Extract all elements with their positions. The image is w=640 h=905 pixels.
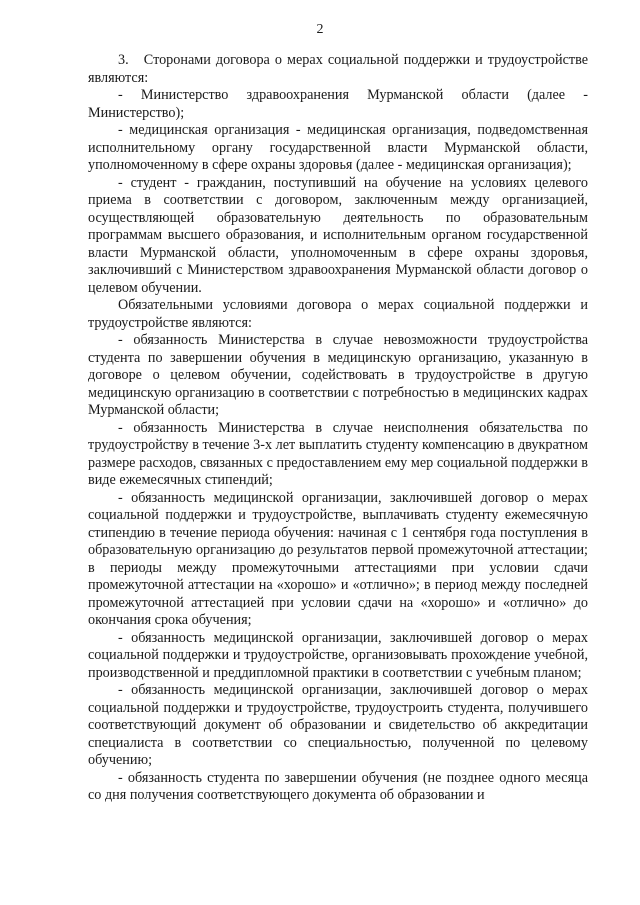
paragraph-parties-intro: 3. Сторонами договора о мерах социальной поддержки и трудоустройстве являются: [88,52,588,86]
page-number: 2 [316,22,324,37]
document-body [88,52,588,805]
paragraph-condition-ministry-compensation: - обязанность Министерства в случае неисполнения обязательства по трудоустройству в течение 3-х лет выплатить студенту компенсацию в двукратном размере расходов, связанных с предоставлением ему мер социальной поддержки в виде ежемесячных стипендий; [88,419,588,488]
paragraph-conditions-intro: Обязательными условиями договора о мерах социальной поддержки и трудоустройстве являются: [88,297,588,331]
paragraph-party-medical-organization: - медицинская организация - медицинская организация, подведомственная исполнительному органу государственной власти Мурманской области, уполномоченному в сфере охраны здоровья (далее - медицинская организация); [88,122,588,173]
paragraph-party-student: - студент - гражданин, поступивший на обучение на условиях целевого приема в соответствии с договором, заключенным между организацией, осуществляющей образовательную деятельность по образовательным программам высшего образования, и исполнительным органом государственной власти Мурманской области, уполномоченным в сфере охраны здоровья, заключивший с Министерством здравоохранения Мурманской области договор о целевом обучении. [88,174,588,296]
paragraph-condition-stipend: - обязанность медицинской организации, заключившей договор о мерах социальной поддержки и трудоустройстве, выплачивать студенту ежемесячную стипендию в течение периода обучения: начиная с 1 сентября года поступления в образовательную организацию до результатов первой промежуточной аттестации; в периоды между промежуточными аттестациями при условии сдачи промежуточной аттестации на «хорошо» и «отлично»; в период между последней промежуточной аттестацией при условии сдачи на «хорошо» и «отлично» до окончания срока обучения; [88,489,588,628]
paragraph-condition-employment: - обязанность медицинской организации, заключившей договор о мерах социальной поддержки и трудоустройстве, трудоустроить студента, получившего соответствующий документ об образовании и свидетельство об аккредитации специалиста в соответствии со специальностью, полученной по целевому обучению; [88,682,588,768]
paragraph-party-ministry: - Министерство здравоохранения Мурманской области (далее - Министерство); [88,87,588,121]
paragraph-condition-practice: - обязанность медицинской организации, заключившей договор о мерах социальной поддержки и трудоустройстве, организовывать прохождение учебной, производственной и преддипломной практики в соответствии с учебным планом; [88,629,588,681]
paragraph-condition-ministry-employment: - обязанность Министерства в случае невозможности трудоустройства студента по завершении обучения в медицинскую организацию, указанную в договоре о целевом обучении, содействовать в трудоустройстве в другую медицинскую организацию в соответствии с потребностью в медицинских кадрах Мурманской области; [88,332,588,418]
paragraph-condition-student: - обязанность студента по завершении обучения (не позднее одного месяца со дня получения соответствующего документа об образовании и [88,769,588,803]
